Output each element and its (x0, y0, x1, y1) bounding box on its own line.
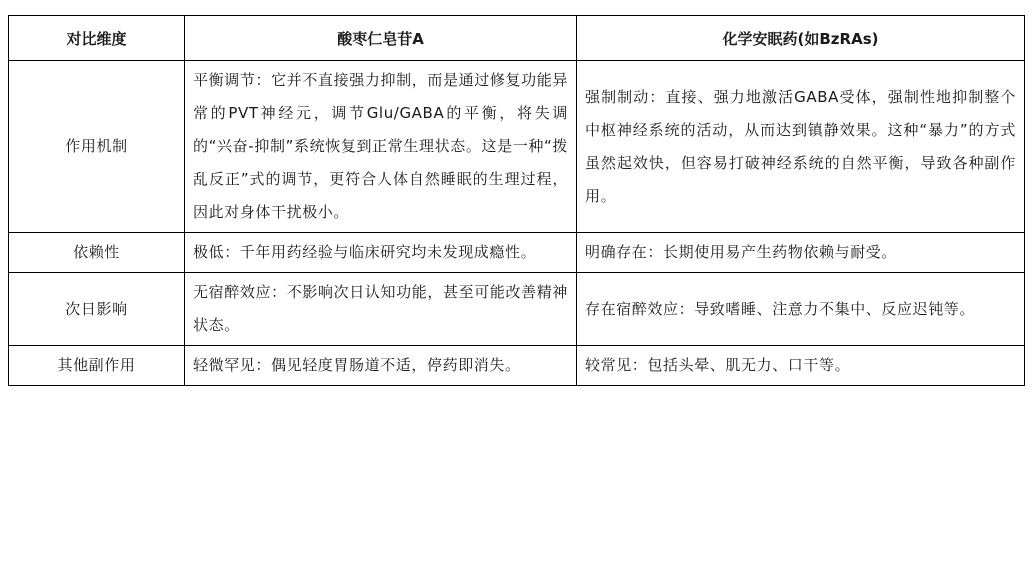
table-row (9, 61, 1025, 233)
jujuboside-cell: 轻微罕见：偶见轻度胃肠道不适，停药即消失。 (185, 346, 577, 386)
comparison-table (8, 15, 1025, 386)
header-row (9, 16, 1025, 61)
table-row (9, 346, 1025, 386)
table-header (9, 16, 1025, 61)
jujuboside-cell: 平衡调节：它并不直接强力抑制，而是通过修复功能异常的PVT神经元，调节Glu/GABA的平衡，将失调的“兴奋-抑制”系统恢复到正常生理状态。这是一种“拨乱反正”式的调节，更符合人体自然睡眠的生理过程，因此对身体干扰极小。 (185, 61, 577, 233)
row-dimension-label: 次日影响 (9, 273, 185, 346)
row-dimension-label: 其他副作用 (9, 346, 185, 386)
header-jujuboside-a: 酸枣仁皂苷A (185, 16, 577, 61)
jujuboside-cell: 无宿醉效应：不影响次日认知功能，甚至可能改善精神状态。 (185, 273, 577, 346)
table-row (9, 273, 1025, 346)
chemical-cell: 存在宿醉效应：导致嗜睡、注意力不集中、反应迟钝等。 (577, 273, 1025, 346)
row-dimension-label: 作用机制 (9, 61, 185, 233)
row-dimension-label: 依赖性 (9, 233, 185, 273)
table-row (9, 233, 1025, 273)
header-dimension: 对比维度 (9, 16, 185, 61)
chemical-cell: 强制制动：直接、强力地激活GABA受体，强制性地抑制整个中枢神经系统的活动，从而达到镇静效果。这种“暴力”的方式虽然起效快，但容易打破神经系统的自然平衡，导致各种副作用。 (577, 61, 1025, 233)
table-body (9, 61, 1025, 386)
jujuboside-cell: 极低：千年用药经验与临床研究均未发现成瘾性。 (185, 233, 577, 273)
header-chemical-hypnotics: 化学安眠药(如BzRAs) (577, 16, 1025, 61)
chemical-cell: 较常见：包括头晕、肌无力、口干等。 (577, 346, 1025, 386)
chemical-cell: 明确存在：长期使用易产生药物依赖与耐受。 (577, 233, 1025, 273)
